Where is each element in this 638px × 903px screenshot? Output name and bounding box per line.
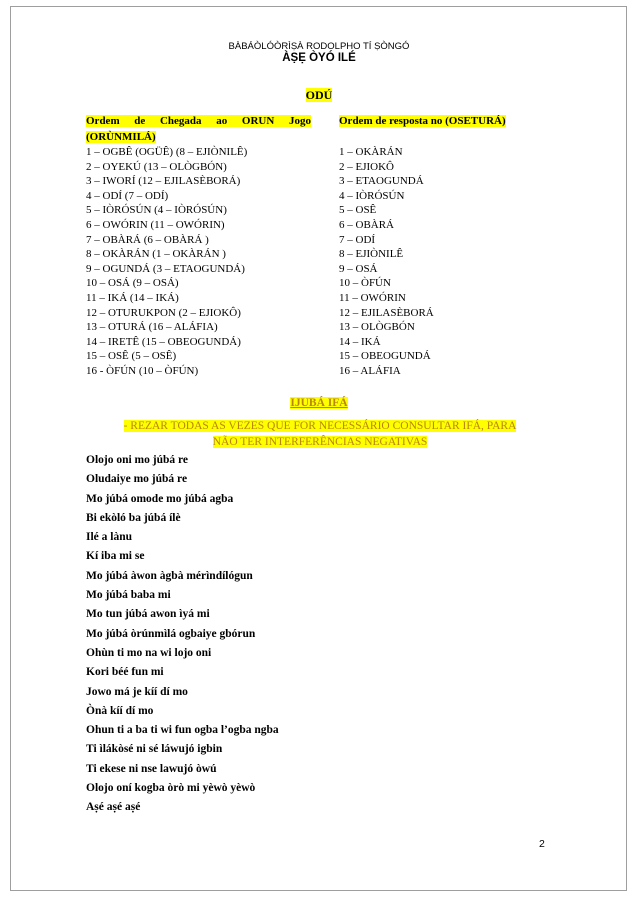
prayer-line: Kori béé fun mi: [86, 666, 164, 679]
prayer-line: Ilé a lànu: [86, 531, 133, 544]
odu-response-column: [339, 113, 559, 379]
odu-arrival-item: 11 – IKÁ (14 – IKÁ): [86, 291, 179, 304]
prayer-line: Mo tun júbá awon ìyá mi: [86, 608, 210, 621]
odu-response-item: 11 – OWÓRIN: [339, 291, 406, 304]
odu-response-item: 5 – OSÊ: [339, 204, 377, 217]
instruction-line-1: - REZAR TODAS AS VEZES QUE FOR NECESSÁRIO CONSULTAR IFÁ, PARA: [123, 420, 517, 432]
prayer-line: Ohun ti a ba ti wi fun ogba l’ogba ngba: [86, 724, 279, 737]
odu-arrival-item: 1 – OGBÊ (OGÜÊ) (8 – EJIÒNILÊ): [86, 146, 248, 158]
prayer-line: Olojo oní kogba òrò mi yèwò yèwò: [86, 782, 256, 795]
odu-arrival-item: 12 – OTURUKPON (2 – EJIOKÔ): [86, 306, 241, 319]
odu-arrival-item: 8 – OKÀRÁN (1 – OKÀRÁN ): [86, 248, 226, 261]
odu-arrival-item: 14 – IRETÊ (15 – OBEOGUNDÁ): [86, 335, 241, 348]
odu-response-item: 6 – OBÀRÁ: [339, 218, 395, 231]
prayer-line: Ònà kíí dí mo: [86, 704, 154, 717]
odu-arrival-heading: [86, 113, 311, 145]
odu-arrival-item: 6 – OWÓRIN (11 – OWÓRIN): [86, 218, 225, 231]
odu-response-item: 9 – OSÁ: [339, 262, 378, 275]
prayer-line: Aṣé aṣé aṣé: [86, 801, 141, 814]
odu-arrival-item: 7 – OBÀRÁ (6 – OBÀRÁ ): [86, 233, 209, 246]
odu-arrival-item: 9 – OGUNDÁ (3 – ETAOGUNDÁ): [86, 262, 245, 275]
prayer-line: Oludaiye mo júbá re: [86, 473, 188, 486]
odu-arrival-item: 16 - ÒFÚN (10 – ÒFÚN): [86, 364, 199, 377]
ijuba-title: [0, 397, 638, 409]
prayer-line: Bi ekòló ba júbá ílè: [86, 511, 181, 524]
prayer-line: Mo júbá baba mi: [86, 589, 171, 602]
odu-title-text: ODÚ: [305, 88, 333, 102]
odu-response-item: 10 – ÒFÚN: [339, 277, 391, 290]
instruction-line-2: NÃO TER INTERFERÊNCIAS NEGATIVAS: [212, 436, 428, 448]
prayer-line: Ohùn ti mo na wi lojo oni: [86, 646, 212, 659]
page-number: 2: [539, 838, 545, 850]
odu-response-item: 3 – ETAOGUNDÁ: [339, 175, 424, 188]
odu-response-item: 12 – EJILASÈBORÁ: [339, 306, 434, 319]
odu-response-item: 13 – OLÒGBÓN: [339, 321, 415, 334]
ijuba-instruction: [86, 418, 554, 450]
odu-response-item: 2 – EJIOKÔ: [339, 160, 394, 173]
prayer-line: Mo júbá àwon àgbà mérìndílógun: [86, 569, 253, 582]
odu-arrival-heading-text: Ordem de Chegada ao ORUN Jogo (ORÙNMILÁ): [86, 115, 311, 143]
odu-response-item: 16 – ALÁFIA: [339, 364, 401, 377]
odu-arrival-item: 2 – OYEKÚ (13 – OLÒGBÓN): [86, 160, 227, 173]
odu-arrival-item: 10 – OSÁ (9 – OSÁ): [86, 277, 179, 290]
prayer-line: Kí iba mi se: [86, 550, 145, 563]
odu-response-item: 8 – EJIÒNILÊ: [339, 248, 404, 261]
odu-response-item: 14 – IKÁ: [339, 335, 381, 348]
ijuba-prayer: [86, 451, 556, 818]
header-author: BÀBÁÒLÓÒRÌṢÀ RODOLPHO TÍ ṢÒNGÓ: [228, 41, 410, 52]
prayer-line: Mo júbá omode mo júbá agba: [86, 492, 234, 505]
prayer-line: Mo júbá òrúnmìlá ogbaiye gbórun: [86, 627, 256, 640]
header-house-name: ÀṢẸ ÒYÓ ILÉ: [282, 52, 356, 64]
odu-response-heading-text: Ordem de resposta no (OSETURÁ): [339, 115, 506, 127]
ijuba-title-text: IJUBÁ IFÁ: [290, 397, 348, 409]
prayer-line: Ti ekese ni nse lawujó òwú: [86, 762, 217, 775]
odu-arrival-item: 15 – OSÊ (5 – OSÊ): [86, 350, 177, 363]
odu-arrival-item: 3 – IWORÍ (12 – EJILASÈBORÁ): [86, 175, 241, 188]
odu-arrival-item: 13 – OTURÁ (16 – ALÁFIA): [86, 321, 218, 334]
heading-spacer: [339, 129, 559, 145]
prayer-line: Olojo oni mo júbá re: [86, 454, 189, 466]
odu-response-heading: [339, 113, 559, 129]
odu-response-item: 4 – IÒRÓSÚN: [339, 189, 405, 202]
odu-response-item: 7 – ODÍ: [339, 233, 376, 246]
odu-arrival-item: 5 – IÒRÓSÚN (4 – IÒRÓSÚN): [86, 204, 227, 217]
odu-response-item: 15 – OBEOGUNDÁ: [339, 350, 431, 363]
odu-arrival-item: 4 – ODÍ (7 – ODÍ): [86, 189, 169, 202]
odu-arrival-list: [86, 145, 311, 379]
prayer-line: Jowo má je kíí dí mo: [86, 685, 188, 698]
odu-response-list: [339, 145, 559, 379]
odu-arrival-column: [86, 113, 311, 379]
prayer-line: Ti ìlákòsé ni sé láwujó igbin: [86, 743, 223, 756]
odu-title: [0, 88, 638, 103]
odu-response-item: 1 – OKÀRÁN: [339, 146, 403, 158]
